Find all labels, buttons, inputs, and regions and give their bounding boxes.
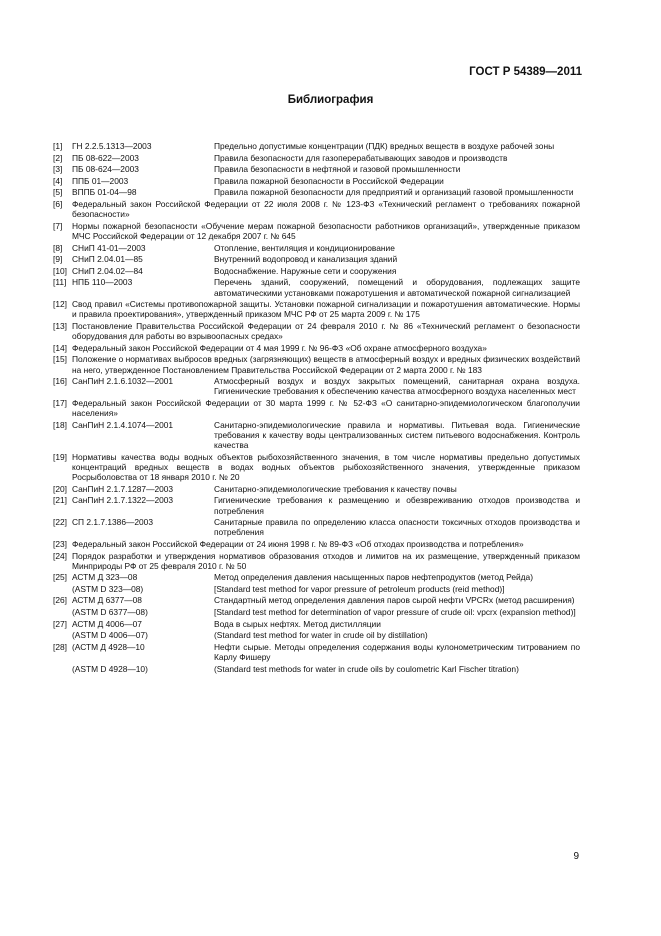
entry-number: [7] [53,220,63,231]
bibliography-entry [53,484,580,494]
entry-code: СНиП 41-01—2003 [72,242,146,253]
entry-code: (ASTM D 4006—07) [72,630,148,641]
entry-code: ГН 2.2.5.1313—2003 [72,141,152,151]
entry-description: (Standard test method for water in crude oil by distillation) [214,630,428,641]
entry-number: [15] [53,354,67,365]
entry-description: Санитарно-эпидемиологические требования к качеству почвы [214,483,457,494]
bibliography-entry [53,642,580,662]
entry-description: Нормативы качества воды водных объектов рыбохозяйственного значения, в том числе нормативы предельно допустимых концентраций вредных веществ в водах водных объектов рыбохозяйственного значения, утвержденные приказом Росрыболовства от 18 января 2010 г. № 20 [72,451,580,483]
entry-code: СанПиН 2.1.7.1287—2003 [72,483,174,494]
entry-description: Свод правил «Системы противопожарной защиты. Установки пожарной сигнализации и пожаротушения автоматические. Нормы и правила проектирования», утвержденный приказом МЧС РФ от 25 марта 2009 г. № 175 [72,299,580,320]
entry-description: Перечень зданий, сооружений, помещений и оборудования, подлежащих защите автоматическими установками пожаротушения и автоматической пожарной сигнализацией [214,277,580,298]
entry-code: НПБ 110—2003 [72,277,133,288]
entry-code: (АСТМ Д 4928—10 [72,641,145,652]
entry-number: [10] [53,265,67,276]
bibliography-entry [53,176,580,186]
entry-description: Нормы пожарной безопасности «Обучение мерам пожарной безопасности работников организаций», утвержденные приказом МЧС Российской Федерации от 12 декабря 2007 г. № 645 [72,220,580,241]
entry-description: Отопление, вентиляция и кондиционирование [214,242,395,253]
bibliography-entry [53,607,580,617]
bibliography-entry [53,619,580,629]
entry-number: [18] [53,419,67,430]
bibliography-entry [53,164,580,174]
entry-number: [16] [53,376,67,387]
entry-number [53,630,72,640]
entry-number: [13] [53,320,67,331]
entry-code: СанПиН 2.1.4.1074—2001 [72,419,174,430]
bibliography-entry [53,376,580,396]
entry-description: (Standard test methods for water in crude oils by coulometric Karl Fischer titration) [214,663,519,674]
page-number: 9 [573,851,579,862]
entry-description: Санитарные правила по определению класса опасности токсичных отходов производства и потребления [214,517,580,538]
entry-number: [6] [53,198,63,209]
entry-number: [4] [53,175,63,186]
entry-description: Федеральный закон Российской Федерации от 30 марта 1999 г. № 52-ФЗ «О санитарно-эпидемиологическом благополучии населения» [72,397,580,419]
entry-description: Внутренний водопровод и канализация зданий [214,254,398,265]
entry-number: [9] [53,254,63,265]
bibliography-entry [53,199,580,219]
entry-code: СП 2.1.7.1386—2003 [72,517,153,528]
bibliography-entry [53,266,580,276]
entry-description: Метод определения давления насыщенных паров нефтепродуктов (метод Рейда) [214,572,534,583]
bibliography-entry [53,551,580,571]
bibliography-entry [53,354,580,374]
entry-description: Федеральный закон Российской Федерации от 22 июля 2008 г. № 123-ФЗ «Технический регламент о требованиях пожарной безопасности» [72,198,580,220]
entry-number: [3] [53,164,63,175]
bibliography-entry [53,595,580,605]
entry-code: СНиП 2.04.01—85 [72,254,143,265]
entry-number: [20] [53,483,67,494]
entry-number: [1] [53,141,63,151]
bibliography-entry [53,664,580,674]
bibliography-entry [53,630,580,640]
bibliography-entry [53,254,580,264]
entry-description: Правила безопасности в нефтяной и газовой промышленности [214,164,461,175]
entry-code: АСТМ Д 6377—08 [72,595,142,606]
entry-code: ВППБ 01-04—98 [72,187,137,198]
entry-number: [28] [53,641,67,652]
entry-description: Нефти сырые. Методы определения содержания воды кулонометрическим титрованием по Карлу Фишеру [214,641,580,663]
bibliography-entry [53,221,580,241]
bibliography-entry [53,452,580,483]
entry-description: Федеральный закон Российской Федерации от 24 июня 1998 г. № 89-ФЗ «Об отходах производства и потребления» [72,538,524,549]
bibliography-list [53,141,580,675]
entry-number [53,584,72,594]
entry-code: СанПиН 2.1.7.1322—2003 [72,495,174,506]
entry-description: [Standard test method for vapor pressure of petroleum products (reid method)] [214,583,505,594]
entry-number: [5] [53,187,63,198]
entry-code: АСТМ Д 323—08 [72,572,138,583]
entry-code: ППБ 01—2003 [72,175,129,186]
bibliography-entry [53,517,580,537]
entry-description: Правила пожарной безопасности в Российской Федерации [214,175,444,186]
entry-description: Вода в сырых нефтях. Метод дистилляции [214,618,381,629]
bibliography-entry [53,584,580,594]
entry-description: Гигиенические требования к размещению и обезвреживанию отходов производства и потребления [214,495,580,516]
entry-code: (ASTM D 323—08) [72,583,144,594]
entry-description: Санитарно-эпидемиологические правила и нормативы. Питьевая вода. Гигиенические требования к качеству воды централизованных систем питьевого водоснабжения. Контроль качества [214,419,580,451]
bibliography-entry [53,277,580,297]
entry-number: [14] [53,342,67,353]
page-title: Библиография [287,94,374,106]
entry-number: [12] [53,299,67,310]
bibliography-entry [53,539,580,549]
entry-description: Порядок разработки и утверждения нормативов образования отходов и лимитов на их размещение, утвержденный приказом Минприроды РФ от 25 февраля 2010 г. № 50 [72,550,580,571]
entry-number: [22] [53,517,67,528]
entry-description: Водоснабжение. Наружные сети и сооружения [214,265,397,276]
entry-code: АСТМ Д 4006—07 [72,618,142,629]
entry-description: Атмосферный воздух и воздух закрытых помещений, санитарная охрана воздуха. Гигиенические требования к обеспечению качества атмосферного воздуха населенных мест [214,376,580,397]
bibliography-entry [53,187,580,197]
entry-number: [26] [53,595,67,606]
entry-code: ПБ 08-622—2003 [72,152,139,163]
entry-number [53,664,72,674]
entry-description: Предельно допустимые концентрации (ПДК) вредных веществ в воздухе рабочей зоны [214,141,555,151]
entry-description: Федеральный закон Российской Федерации от 4 мая 1999 г. № 96-ФЗ «Об охране атмосферного воздуха» [72,342,487,353]
entry-code: СНиП 2.04.02—84 [72,265,143,276]
bibliography-entry [53,572,580,582]
entry-number [53,607,72,617]
entry-description: Правила пожарной безопасности для предприятий и организаций газовой промышленности [214,187,574,198]
document-code-header: ГОСТ Р 54389—2011 [469,66,582,78]
entry-number: [24] [53,550,67,561]
entry-code: (ASTM D 6377—08) [72,607,148,618]
entry-description: Постановление Правительства Российской Федерации от 24 февраля 2010 г. № 86 «Технический регламент о безопасности оборудования для работы во взрывоопасных средах» [72,320,580,342]
bibliography-entry [53,343,580,353]
bibliography-entry [53,243,580,253]
entry-number: [11] [53,277,67,288]
entry-number: [25] [53,572,67,583]
bibliography-entry [53,141,580,151]
entry-description: Положение о нормативах выбросов вредных (загрязняющих) веществ в атмосферный воздух и вредных физических воздействий на него, утвержденное Постановлением Правительства Российской Федерации от 2 марта 2000 г. № 183 [72,354,580,375]
bibliography-entry [53,153,580,163]
entry-number: [27] [53,618,67,629]
entry-code: (ASTM D 4928—10) [72,663,148,674]
entry-number: [19] [53,451,67,462]
entry-number: [17] [53,397,67,408]
entry-number: [23] [53,538,67,549]
entry-code: ПБ 08-624—2003 [72,164,139,175]
bibliography-entry [53,398,580,418]
entry-description: Стандартный метод определения давления паров сырой нефти VPCRx (метод расширения) [214,595,575,606]
entry-number: [2] [53,152,63,163]
bibliography-entry [53,495,580,515]
entry-description: [Standard test method for determination of vapor pressure of crude oil: vpcrx (expansion method)] [214,607,576,618]
entry-description: Правила безопасности для газоперерабатывающих заводов и производств [214,152,508,163]
entry-number: [8] [53,242,63,253]
entry-code: СанПиН 2.1.6.1032—2001 [72,376,174,387]
bibliography-entry [53,299,580,319]
bibliography-entry [53,321,580,341]
entry-number: [21] [53,495,67,506]
bibliography-entry [53,420,580,451]
